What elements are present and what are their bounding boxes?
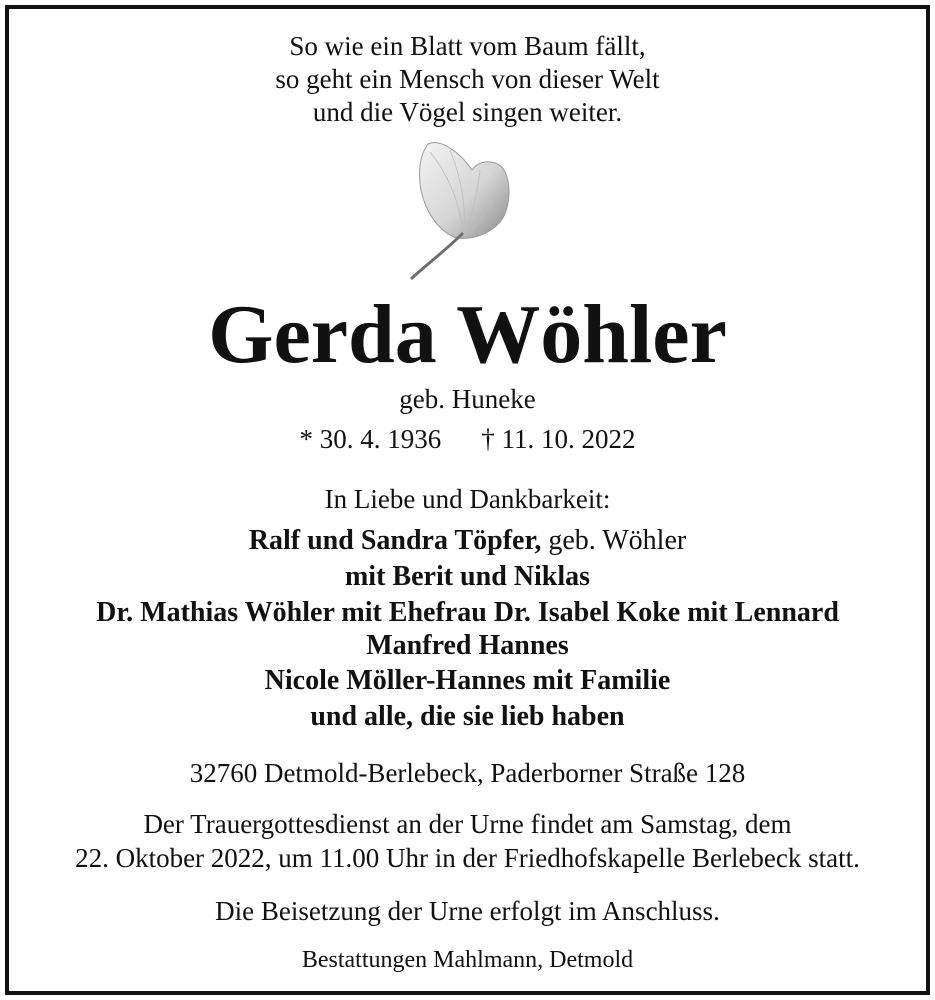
birth-date: * 30. 4. 1936 — [299, 424, 442, 454]
mourners-line-6: und alle, die sie lieb haben — [310, 701, 625, 732]
service-line-1: Der Trauergottesdienst an der Urne findet am Samstag, dem — [143, 809, 792, 839]
poem-line-2: so geht ein Mensch von dieser Welt — [275, 64, 660, 94]
death-date: † 11. 10. 2022 — [481, 424, 636, 454]
birth-name: geb. Huneke — [399, 384, 536, 414]
mourners-line-1-birthname: geb. Wöhler — [541, 525, 687, 556]
undertaker: Bestattungen Mahlmann, Detmold — [301, 947, 634, 973]
deceased-name: Gerda Wöhler — [208, 288, 727, 381]
ginkgo-leaf-icon — [400, 130, 520, 285]
poem-line-1: So wie ein Blatt vom Baum fällt, — [289, 31, 646, 61]
mourners-line-1-names: Ralf und Sandra Töpfer, — [248, 525, 542, 556]
mourners-intro: In Liebe und Dankbarkeit: — [324, 484, 611, 514]
mourners-line-1 — [5, 527, 930, 555]
burial-info: Die Beisetzung der Urne erfolgt im Anschluss. — [215, 896, 720, 926]
obituary-notice — [5, 5, 930, 995]
poem-line-3: und die Vögel singen weiter. — [312, 97, 623, 127]
life-dates — [5, 426, 930, 453]
address: 32760 Detmold-Berlebeck, Paderborner Straße 128 — [189, 758, 746, 788]
mourners-line-5: Nicole Möller-Hannes mit Familie — [264, 665, 671, 696]
service-line-2: 22. Oktober 2022, um 11.00 Uhr in der Friedhofskapelle Berlebeck statt. — [75, 843, 860, 873]
mourners-line-2: mit Berit und Niklas — [344, 561, 591, 592]
mourners-line-4: Manfred Hannes — [366, 630, 569, 661]
mourners-line-3: Dr. Mathias Wöhler mit Ehefrau Dr. Isabel Koke mit Lennard — [96, 597, 839, 628]
